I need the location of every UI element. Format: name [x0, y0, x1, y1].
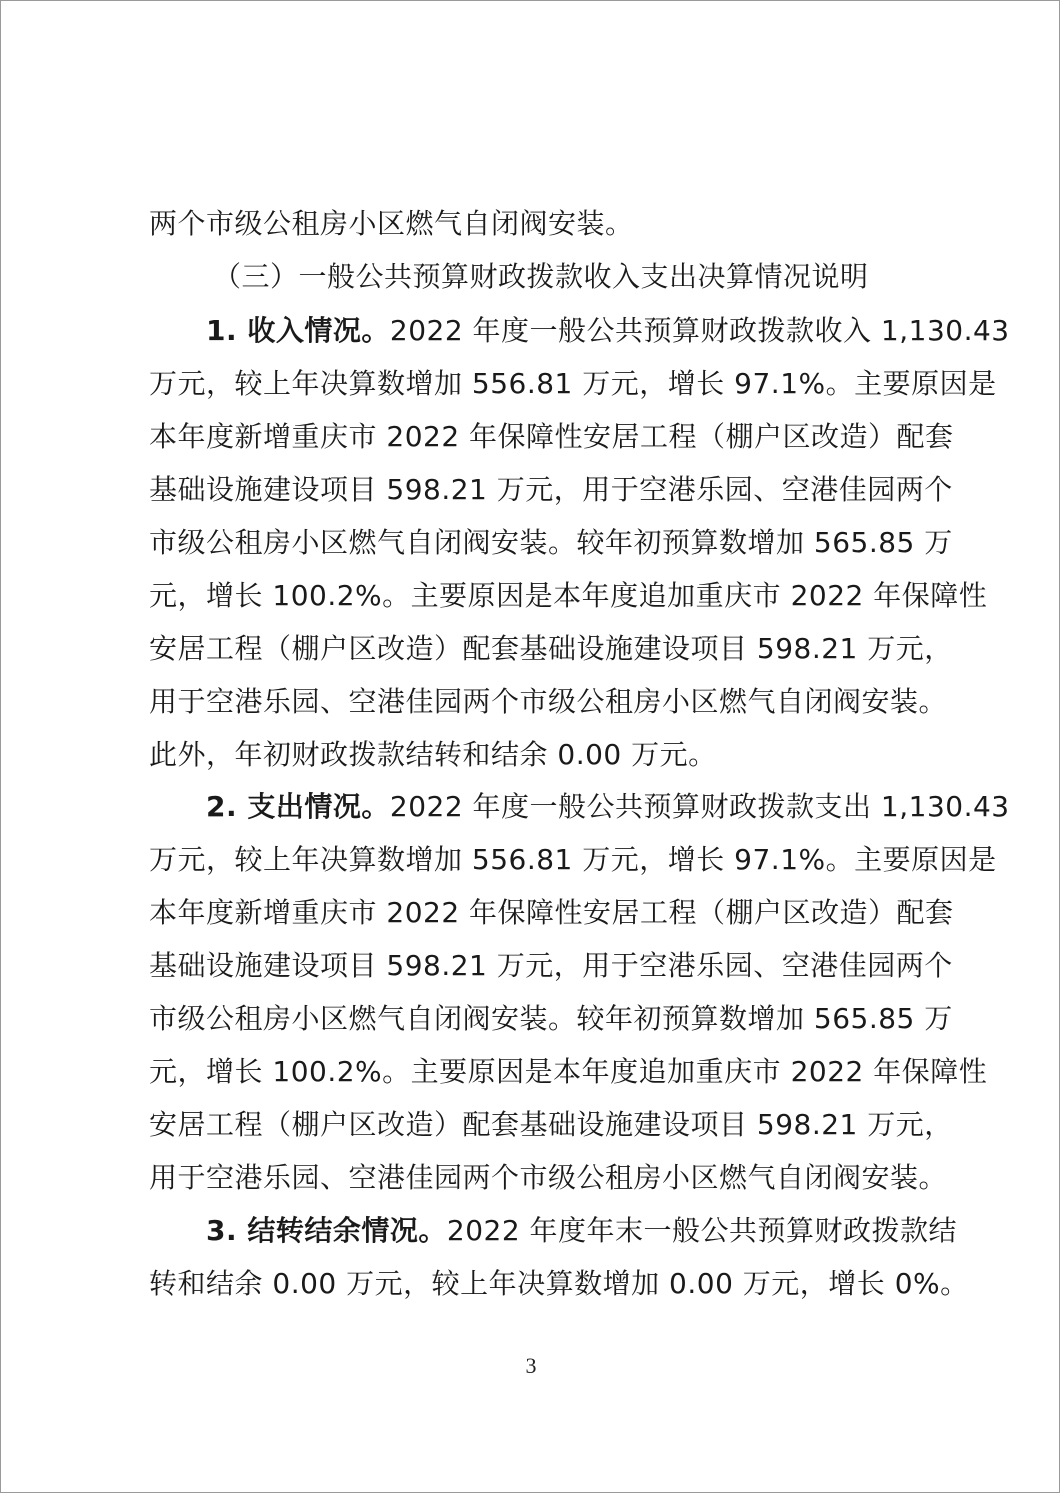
body-line — [149, 471, 953, 509]
line-text: 市级公租房小区燃气自闭阀安装。较年初预算数增加 565.85 万 — [149, 526, 953, 559]
line-text: 基础设施建设项目 598.21 万元，用于空港乐园、空港佳园两个 — [149, 949, 953, 982]
line-text: 两个市级公租房小区燃气自闭阀安装。 — [149, 207, 634, 240]
section-heading — [213, 258, 869, 296]
line-text: 安居工程（棚户区改造）配套基础设施建设项目 598.21 万元， — [149, 632, 953, 665]
body-line — [149, 1106, 953, 1144]
line-text: 元，增长 100.2%。主要原因是本年度追加重庆市 2022 年保障性 — [149, 579, 988, 612]
body-line — [149, 1053, 987, 1091]
body-line — [149, 736, 717, 774]
line-text: 用于空港乐园、空港佳园两个市级公租房小区燃气自闭阀安装。 — [149, 685, 948, 718]
paragraph-lead: 2. 支出情况。 — [206, 790, 390, 823]
line-text: 万元，较上年决算数增加 556.81 万元，增长 97.1%。主要原因是 — [149, 367, 997, 400]
line-text: 此外，年初财政拨款结转和结余 0.00 万元。 — [149, 738, 717, 771]
paragraph-lead: 1. 收入情况。 — [206, 314, 390, 347]
body-line — [149, 947, 953, 985]
body-line — [149, 630, 953, 668]
paragraph-first-line — [206, 1212, 957, 1250]
paragraph-first-line — [206, 788, 1010, 826]
paragraph-lead: 3. 结转结余情况。 — [206, 1214, 447, 1247]
line-text: 2022 年度一般公共预算财政拨款收入 1,130.43 — [389, 314, 1010, 347]
body-line — [149, 418, 954, 456]
line-text: 本年度新增重庆市 2022 年保障性安居工程（棚户区改造）配套 — [149, 420, 954, 453]
body-line — [149, 1000, 953, 1038]
paragraph-first-line — [206, 312, 1010, 350]
line-text: 基础设施建设项目 598.21 万元，用于空港乐园、空港佳园两个 — [149, 473, 953, 506]
line-text: 安居工程（棚户区改造）配套基础设施建设项目 598.21 万元， — [149, 1108, 953, 1141]
heading-text: （三）一般公共预算财政拨款收入支出决算情况说明 — [213, 260, 869, 293]
body-line — [149, 365, 997, 403]
line-text: 2022 年度一般公共预算财政拨款支出 1,130.43 — [389, 790, 1010, 823]
line-text: 本年度新增重庆市 2022 年保障性安居工程（棚户区改造）配套 — [149, 896, 954, 929]
line-text: 元，增长 100.2%。主要原因是本年度追加重庆市 2022 年保障性 — [149, 1055, 988, 1088]
body-line — [149, 1159, 947, 1197]
line-text: 市级公租房小区燃气自闭阀安装。较年初预算数增加 565.85 万 — [149, 1002, 953, 1035]
body-line — [149, 577, 987, 615]
line-text: 2022 年度年末一般公共预算财政拨款结 — [446, 1214, 958, 1247]
line-text: 转和结余 0.00 万元，较上年决算数增加 0.00 万元，增长 0%。 — [149, 1267, 969, 1300]
line-text: 用于空港乐园、空港佳园两个市级公租房小区燃气自闭阀安装。 — [149, 1161, 948, 1194]
body-line — [149, 1265, 969, 1303]
body-line — [149, 841, 997, 879]
page-number: 3 — [525, 1353, 537, 1378]
line-text: 万元，较上年决算数增加 556.81 万元，增长 97.1%。主要原因是 — [149, 843, 997, 876]
body-line — [149, 524, 953, 562]
body-line — [149, 683, 947, 721]
body-line — [149, 894, 954, 932]
body-line — [149, 205, 634, 243]
